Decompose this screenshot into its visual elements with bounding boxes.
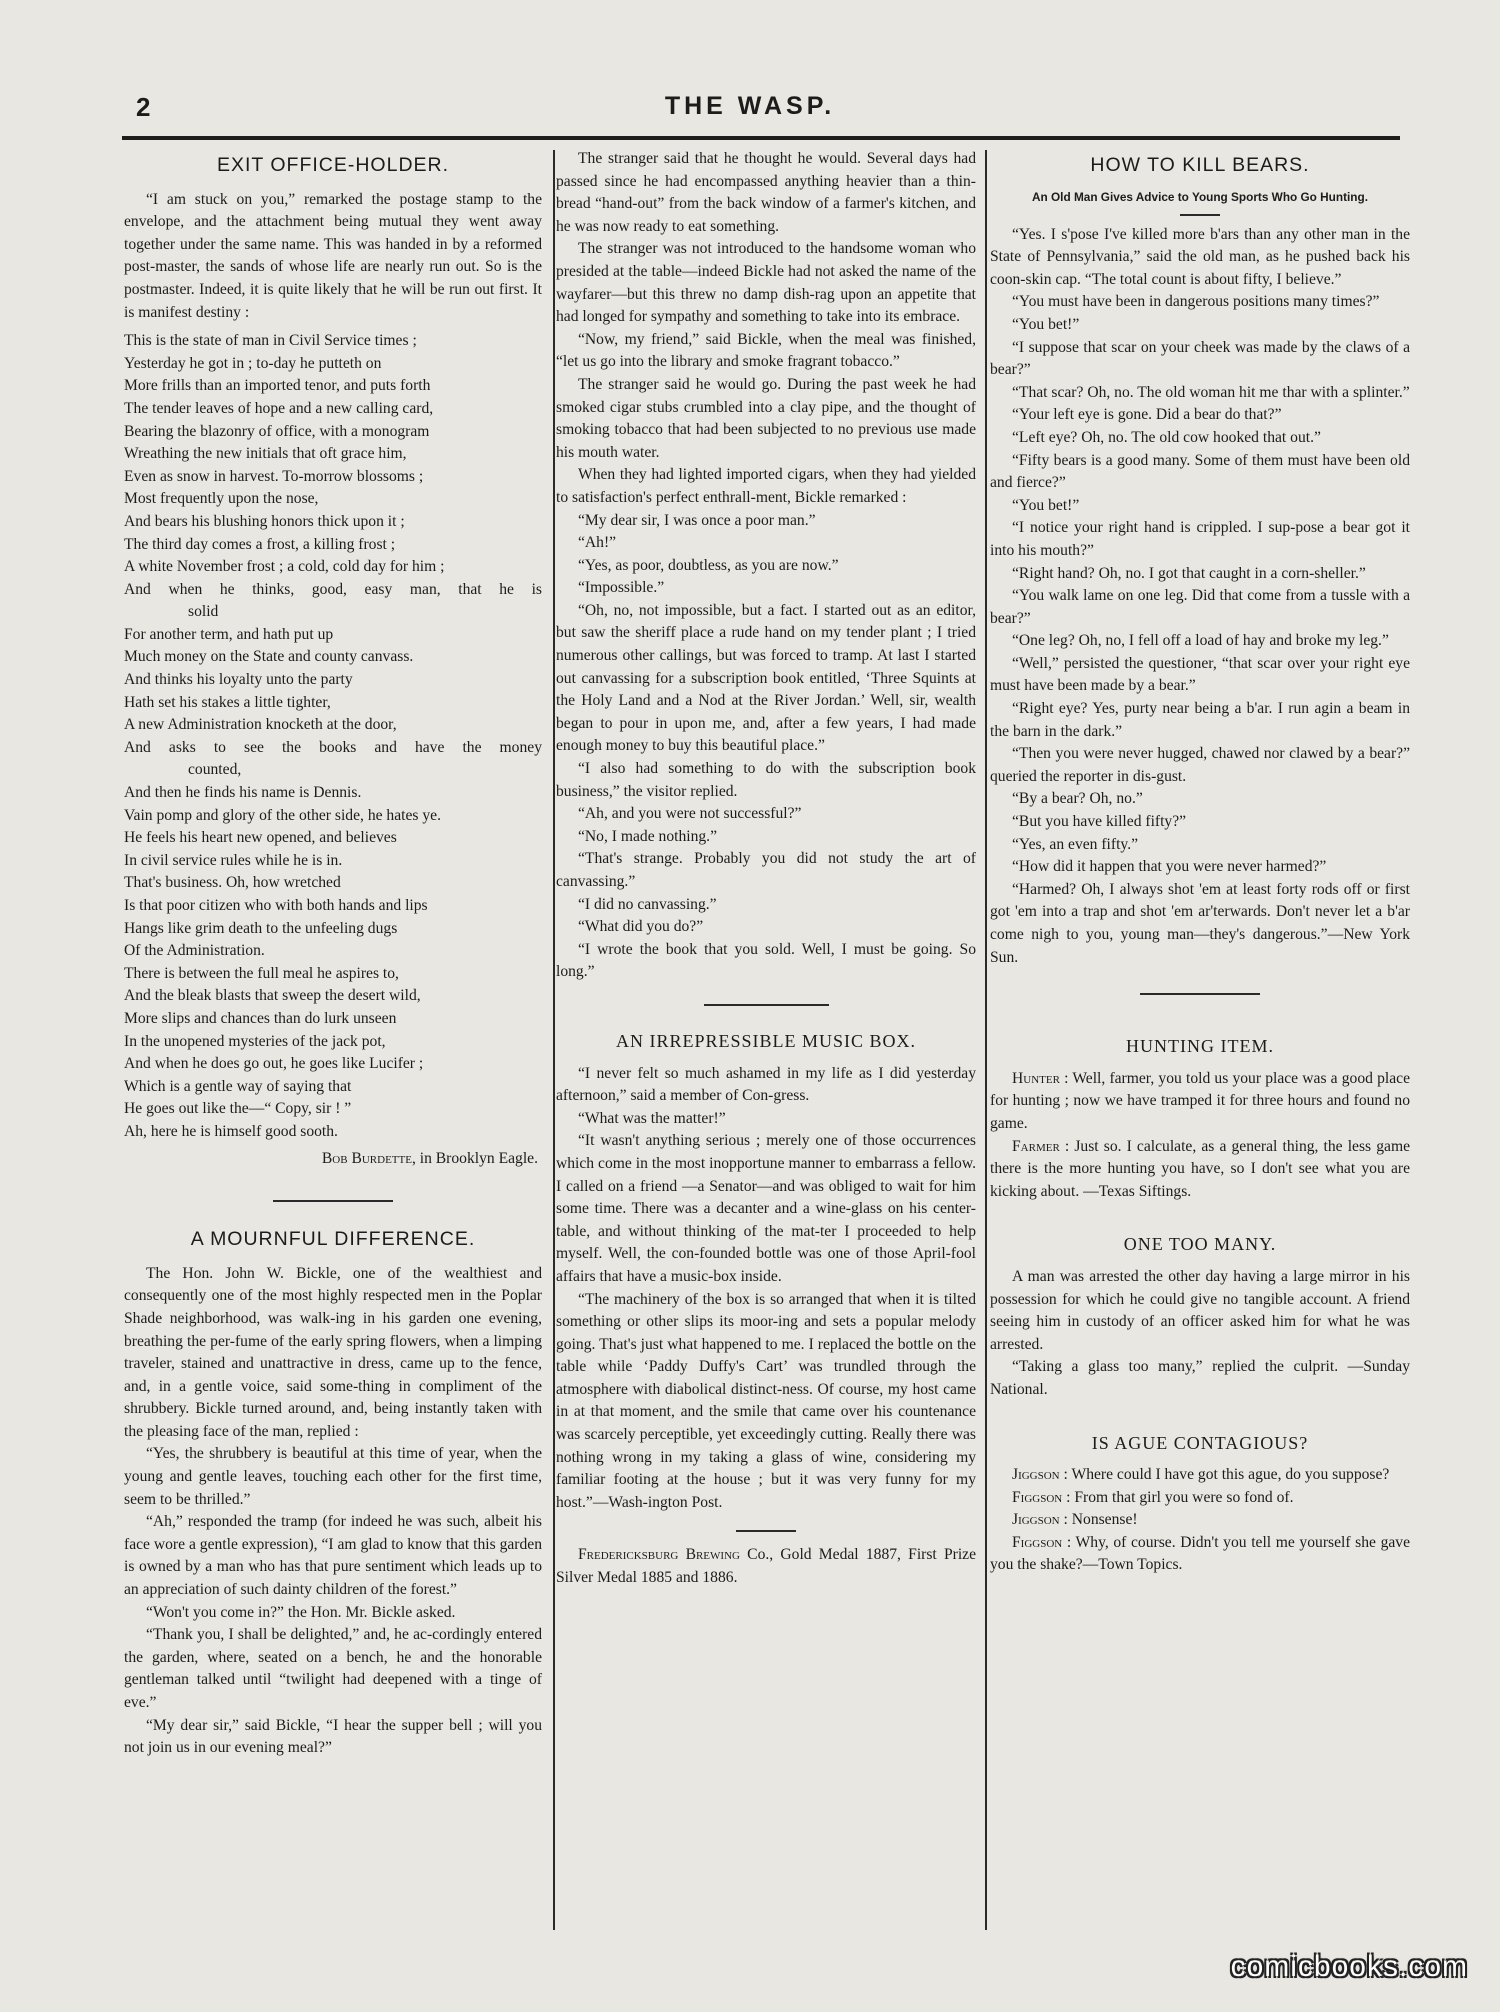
dialogue-text: Nonsense!	[1067, 1511, 1138, 1529]
separator	[273, 1200, 393, 1202]
poem-line: solid	[188, 603, 219, 621]
poem-line: And when he does go out, he goes like Lucifer ;	[124, 1055, 424, 1073]
poem-line: The tender leaves of hope and a new calling card,	[124, 399, 434, 417]
paragraph: The stranger was not introduced to the handsome woman who presided at the table—indeed Bickle had not asked the name of the wayfarer—but this threw no damp dish-rag upon an appetite that had longed for sympathy and something to take into its embrace.	[556, 240, 976, 326]
poem-line: And when he thinks, good, easy man, that he is	[124, 580, 542, 598]
paragraph: “Now, my friend,” said Bickle, when the meal was finished, “let us go into the library and smoke fragrant tobacco.”	[556, 330, 976, 371]
poem-line: And bears his blushing honors thick upon it ;	[124, 512, 405, 530]
article-body	[990, 224, 1410, 970]
dialogue-line	[990, 1464, 1410, 1487]
poem-line: He feels his heart new opened, and believes	[124, 829, 397, 847]
credit-author: Bob Burdette,	[321, 1149, 416, 1167]
poem-line: Yesterday he got in ; to-day he putteth on	[124, 354, 382, 372]
paragraph: “Thank you, I shall be delighted,” and, he ac-cordingly entered the garden, where, seated on a bench, he and the honorable gentleman talked until “twilight had deepened with a tinge of eve.”	[124, 1626, 542, 1711]
paragraph: “Impossible.”	[578, 579, 665, 597]
paragraph: The stranger said that he thought he would. Several days had passed since he had encompassed anything heavier than a thin-bread “hand-out” from the back window of a farmer's kitchen, and he was now ready to eat something.	[556, 150, 976, 235]
speaker-label: Jiggson :	[1012, 1511, 1068, 1529]
poem-line: That's business. Oh, how wretched	[124, 874, 341, 892]
paragraph: “Well,” persisted the questioner, “that scar over your right eye must have been made by a bear.”	[990, 654, 1410, 695]
poem-line: He goes out like the—“ Copy, sir ! ”	[124, 1100, 352, 1118]
poem-line: Which is a gentle way of saying that	[124, 1077, 352, 1095]
article-title-kill-bears: HOW TO KILL BEARS.	[1090, 154, 1310, 176]
page-number: 2	[136, 92, 151, 122]
article-title-ague: IS AGUE CONTAGIOUS?	[1091, 1432, 1309, 1453]
paragraph: “Yes, the shrubbery is beautiful at this time of year, when the young and gentle leaves, touching each other for the first time, seem to be thrilled.”	[124, 1445, 542, 1508]
ad-text: Co., Gold Medal 1887, First Prize Silver Medal 1885 and 1886.	[556, 1546, 977, 1587]
poem-line: Most frequently upon the nose,	[124, 490, 319, 508]
column-3	[990, 148, 1410, 1577]
poem-line: Vain pomp and glory of the other side, he hates ye.	[124, 806, 441, 824]
paragraph: “Won't you come in?” the Hon. Mr. Bickle asked.	[146, 1603, 456, 1621]
paragraph: “That's strange. Probably you did not study the art of canvassing.”	[556, 850, 976, 890]
paragraph: “I wrote the book that you sold. Well, I must be going. So long.”	[556, 940, 976, 981]
dialogue-line	[990, 1509, 1410, 1532]
paragraph: “My dear sir,” said Bickle, “I hear the supper bell ; will you not join us in our evening meal?”	[124, 1716, 542, 1757]
separator	[704, 1004, 829, 1006]
paragraph: “Yes, an even fifty.”	[1012, 835, 1139, 853]
paragraph: “Oh, no, not impossible, but a fact. I started out as an editor, but saw the sheriff place a rude hand on my tender plant ; I tried numerous other callings, but was forced to tramp. At last I started out canvassing for a subscription book entitled, ‘Three Squints at the Holy Land and a Nod at the River Jordan.’ Well, sir, wealth began to pour in upon me, and, after a few years, I had made enough money to buy this beautiful place.”	[556, 601, 976, 755]
dialogue-text: Where could I have got this ague, do you suppose?	[1067, 1466, 1390, 1484]
paragraph: “Right eye? Yes, purty near being a b'ar. I run agin a beam in the barn in the dark.”	[990, 700, 1410, 740]
poem-line: Much money on the State and county canvass.	[124, 648, 414, 666]
paragraph: “I did no canvassing.”	[578, 895, 717, 913]
masthead-title: THE WASP.	[664, 92, 836, 120]
paragraph: “That scar? Oh, no. The old woman hit me thar with a splinter.”	[1012, 383, 1410, 401]
dialogue-line	[990, 1487, 1410, 1510]
speaker-label: Figgson :	[1012, 1488, 1071, 1506]
dialogue-text: Just so. I calculate, as a general thing, the less game there is the more hunting you have, so I don't see what you are kicking about. —Texas Siftings.	[990, 1137, 1410, 1200]
poem-line: Hangs like grim death to the unfeeling dugs	[124, 919, 398, 937]
poem-line: And then he finds his name is Dennis.	[124, 784, 362, 802]
article-title-mournful-difference: A MOURNFUL DIFFERENCE.	[190, 1228, 476, 1251]
paragraph: “You bet!”	[1012, 496, 1080, 514]
poem-line: Is that poor citizen who with both hands and lips	[124, 897, 428, 914]
paragraph: “Ah, and you were not successful?”	[578, 805, 802, 823]
paragraph: When they had lighted imported cigars, when they had yielded to satisfaction's perfect enthrall-ment, Bickle remarked :	[556, 466, 976, 506]
paragraph: “Right hand? Oh, no. I got that caught in a corn-sheller.”	[1012, 564, 1366, 582]
poem-line: And thinks his loyalty unto the party	[124, 671, 353, 689]
column-divider-1	[553, 150, 555, 1930]
article-intro: “I am stuck on you,” remarked the postage stamp to the envelope, and the attachment being mutual they went away together under the same name. This was handed in by a reformed post-master, the sands of whose life are nearly run out. So is the postmaster. Indeed, it is quite likely that he will be run out first. It is manifest destiny :	[124, 190, 542, 321]
paragraph: “You must have been in dangerous positions many times?”	[1012, 293, 1380, 311]
poem-line: In civil service rules while he is in.	[124, 851, 343, 869]
paragraph: “What was the matter!”	[578, 1109, 726, 1127]
paragraph: “I suppose that scar on your cheek was made by the claws of a bear?”	[990, 338, 1410, 379]
article-subtitle: An Old Man Gives Advice to Young Sports Who Go Hunting.	[1032, 189, 1368, 204]
paragraph: “I notice your right hand is crippled. I sup-pose a bear got it into his mouth?”	[990, 519, 1410, 559]
header-rule	[122, 136, 1400, 140]
poem-line: And the bleak blasts that sweep the desert wild,	[124, 987, 421, 1005]
poem-line: More slips and chances than do lurk unseen	[124, 1009, 397, 1027]
poem-line: For another term, and hath put up	[124, 625, 334, 643]
column-divider-2	[985, 150, 987, 1930]
credit-source: in Brooklyn Eagle.	[415, 1149, 538, 1167]
poem-line: Wreathing the new initials that oft grace him,	[124, 445, 407, 463]
paragraph: “Fifty bears is a good many. Some of them must have been old and fierce?”	[990, 451, 1410, 492]
paragraph: “No, I made nothing.”	[578, 827, 718, 845]
paragraph: The stranger said he would go. During the past week he had smoked cigar stubs crumbled into a clay pipe, and the thought of smoking tobacco that had been subjected to no previous use made his mouth water.	[556, 375, 976, 461]
paragraph: “But you have killed fifty?”	[1012, 813, 1187, 831]
dialogue-farmer	[990, 1136, 1410, 1204]
paragraph: “Harmed? Oh, I always shot 'em at least forty rods off or first got 'em into a trap and shot 'em ar'terwards. Don't never let a b'ar come nigh to you, young man—they's dangerous.”—New York Sun.	[990, 880, 1410, 966]
paragraph: “Ah,” responded the tramp (for indeed he was such, albeit his face wore a gentle expression), “I am glad to know that this garden is owned by a man who has that pure sentiment which leads up to an appreciation of such dainty children of the forest.”	[124, 1513, 542, 1599]
article-title-exit-office-holder: EXIT OFFICE-HOLDER.	[216, 154, 450, 176]
poem-line: There is between the full meal he aspires to,	[124, 964, 399, 982]
poem-line: And asks to see the books and have the money	[124, 738, 542, 756]
paragraph: “Your left eye is gone. Did a bear do that?”	[1012, 406, 1282, 424]
paragraph: “Left eye? Oh, no. The old cow hooked that out.”	[1012, 428, 1321, 446]
dialogue-text: Well, farmer, you told us your place was a good place for hunting ; now we have tramped it for three hours and found no game.	[990, 1069, 1411, 1132]
paragraph: “Yes. I s'pose I've killed more b'ars than any other man in the State of Pennsylvania,” said the old man, as he pushed back his coon-skin cap. “The total count is about fifty, I believe.”	[990, 225, 1410, 288]
paragraph: “Ah!”	[578, 534, 617, 552]
poem-line: Of the Administration.	[124, 942, 265, 960]
article-title-music-box: AN IRREPRESSIBLE MUSIC BOX.	[615, 1030, 917, 1051]
dialogue-text: From that girl you were so fond of.	[1070, 1488, 1294, 1506]
poem-line: counted,	[188, 761, 242, 779]
poem-line: In the unopened mysteries of the jack pot,	[124, 1032, 386, 1050]
separator-short	[1180, 214, 1220, 216]
poem-line: Ah, here he is himself good sooth.	[124, 1122, 338, 1140]
watermark-logo: comicbooks.com	[1230, 1950, 1468, 1983]
paragraph: “I never felt so much ashamed in my life as I did yesterday afternoon,” said a member of Con-gress.	[556, 1064, 976, 1105]
dialogue-text: Why, of course. Didn't you tell me yourself she gave you the shake?—Town Topics.	[990, 1533, 1411, 1574]
paragraph: “By a bear? Oh, no.”	[1012, 790, 1143, 808]
paragraph: “One leg? Oh, no, I fell off a load of hay and broke my leg.”	[1012, 632, 1389, 650]
paragraph: “You walk lame on one leg. Did that come from a tussle with a bear?”	[990, 587, 1410, 627]
ad-brewery: Fredericksburg Brewing	[578, 1546, 740, 1564]
speaker-label: Jiggson :	[1012, 1466, 1068, 1484]
speaker-label: Hunter :	[1012, 1069, 1069, 1087]
poem-line: Bearing the blazonry of office, with a monogram	[124, 422, 430, 440]
article-title-hunting-item: HUNTING ITEM.	[1126, 1036, 1274, 1057]
dialogue-hunter	[990, 1068, 1410, 1136]
paragraph: A man was arrested the other day having a large mirror in his possession for which he could give no tangible account. A friend seeing him in custody of an officer asked him for what he was arrested.	[990, 1267, 1410, 1353]
article-body	[124, 1263, 542, 1760]
paragraph: “My dear sir, I was once a poor man.”	[578, 511, 816, 529]
article-title-one-too-many: ONE TOO MANY.	[1123, 1234, 1277, 1255]
separator-short	[736, 1530, 796, 1532]
poem	[124, 330, 542, 1143]
poem-line: This is the state of man in Civil Service times ;	[124, 332, 417, 350]
poem-line: The third day comes a frost, a killing frost ;	[124, 535, 396, 553]
paragraph: “The machinery of the box is so arranged that when it is tilted something or other slips its moor-ing and sets a popular melody going. That's just what happened to me. I replaced the bottle on the table while ‘Paddy Duffy's Cart’ was trundled through the atmosphere with diabolical distinct-ness. Of course, my host came in at that moment, and the smile that came over his countenance was scarcely perceptible, yet exceedingly cutting. Really there was nothing wrong in my taking a glass of wine, considering my familiar footing at the house ; but it was very funny for my host.”—Wash-ington Post.	[556, 1290, 976, 1511]
paragraph: “You bet!”	[1012, 315, 1080, 333]
paragraph: “Then you were never hugged, chawed nor clawed by a bear?” queried the reporter in dis-gust.	[990, 745, 1410, 785]
poem-credit	[124, 1148, 542, 1171]
speaker-label: Figgson :	[1012, 1533, 1072, 1551]
paragraph: The Hon. John W. Bickle, one of the wealthiest and consequently one of the most highly respected men in the Poplar Shade neighborhood, was walk-ing in his garden one evening, breathing the per-fume of the early spring flowers, when a limping traveler, stained and unattractive in dress, came up to the fence, and, in a gentle voice, said some-thing in compliment of the shrubbery. Bickle turned around, and, being instantly taken with the pleasing face of the man, replied :	[124, 1264, 542, 1440]
poem-line: Hath set his stakes a little tighter,	[124, 693, 331, 711]
column-1	[124, 148, 542, 1760]
article-body	[556, 1063, 976, 1515]
separator	[1140, 993, 1260, 995]
paragraph: “It wasn't anything serious ; merely one of those occurrences which come in the most inopportune manner to embarrass a fellow. I called on a friend —a Senator—and was obliged to wait for him some time. There was a decanter and a wine-glass on his center-table, and without thinking of the mat-ter I proceeded to help myself. Well, the con-founded bottle was one of those April-fool affairs that have a music-box inside.	[556, 1132, 976, 1285]
paragraph: “Taking a glass too many,” replied the culprit. —Sunday National.	[990, 1358, 1410, 1398]
poem-line: More frills than an imported tenor, and puts forth	[124, 377, 431, 395]
poem-line: A white November frost ; a cold, cold day for him ;	[124, 558, 445, 576]
paragraph: “What did you do?”	[578, 918, 704, 936]
speaker-label: Farmer :	[1012, 1137, 1070, 1155]
dialogue-line	[990, 1532, 1410, 1577]
advertisement	[556, 1544, 976, 1589]
poem-line: A new Administration knocketh at the door,	[124, 716, 397, 734]
paragraph: “Yes, as poor, doubtless, as you are now.”	[578, 556, 839, 574]
paragraph: “How did it happen that you were never harmed?”	[1012, 858, 1327, 876]
poem-line: Even as snow in harvest. To-morrow blossoms ;	[124, 467, 424, 485]
paragraph: “I also had something to do with the subscription book business,” the visitor replied.	[556, 760, 976, 800]
column-2	[556, 148, 976, 1590]
article-continuation	[556, 148, 976, 984]
